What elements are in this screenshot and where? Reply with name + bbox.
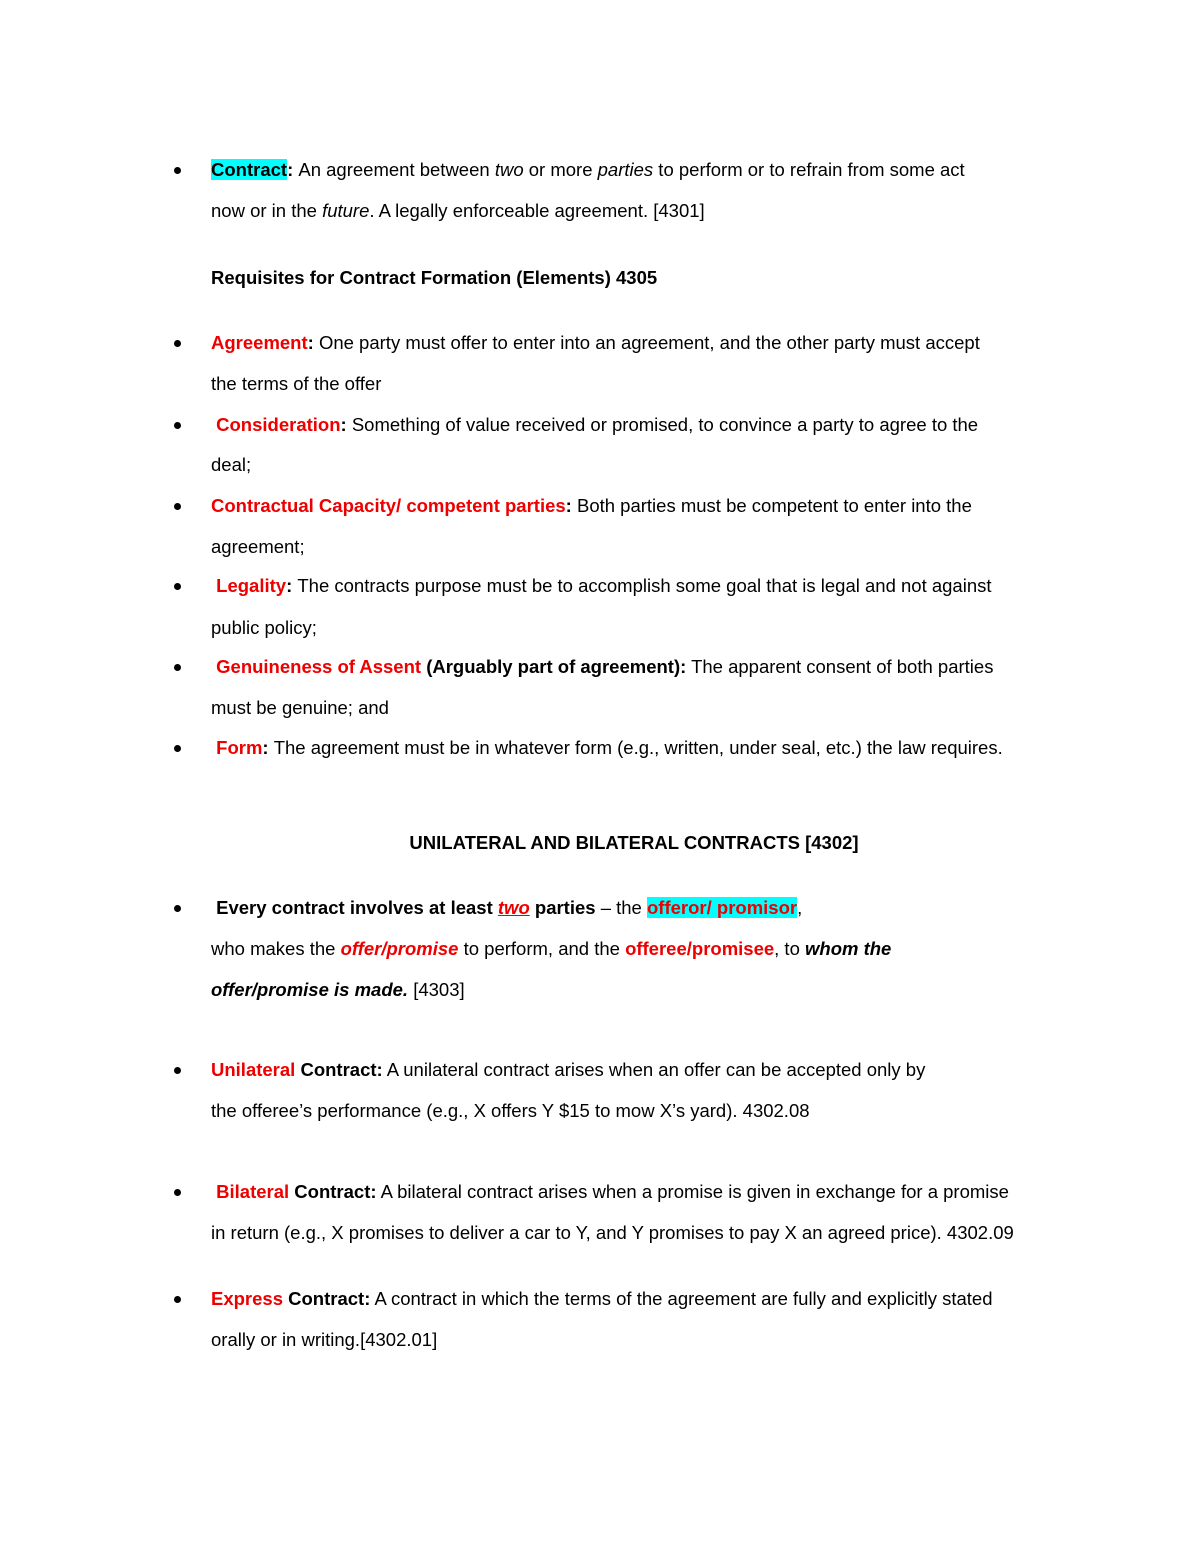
element-form: Form: The agreement must be in whatever form (e.g., written, under seal, etc.) the law requires. — [216, 737, 1003, 758]
element-legality: Legality: The contracts purpose must be to accomplish some goal that is legal and not against — [216, 575, 992, 596]
element-consideration: Consideration: Something of value received or promised, to convince a party to agree to the — [216, 414, 979, 435]
bullet-icon — [172, 898, 182, 908]
section-heading: UNILATERAL AND BILATERAL CONTRACTS [4302] — [409, 832, 859, 853]
parties-line-1: Every contract involves at least two parties – the offeror/ promisor, — [216, 897, 803, 918]
element-agreement-line-2: the terms of the offer — [211, 373, 382, 394]
element-capacity-line-2: agreement; — [211, 536, 305, 557]
bullet-icon — [172, 415, 182, 425]
element-capacity: Contractual Capacity/ competent parties: Both parties must be competent to enter into the — [211, 495, 972, 516]
bullet-icon — [172, 496, 182, 506]
parties-line-3: offer/promise is made. [4303] — [211, 979, 465, 1000]
bilateral-contract: Bilateral Contract: A bilateral contract arises when a promise is given in exchange for a promise — [216, 1181, 1009, 1202]
element-legality-line-2: public policy; — [211, 617, 317, 638]
element-assent-line-2: must be genuine; and — [211, 697, 389, 718]
bullet-icon — [172, 1182, 182, 1192]
bullet-icon — [172, 160, 182, 170]
express-contract-line-2: orally or in writing.[4302.01] — [211, 1329, 438, 1350]
element-consideration-line-2: deal; — [211, 454, 252, 475]
bullet-icon — [172, 1289, 182, 1299]
express-contract: Express Contract: A contract in which the terms of the agreement are fully and explicitly stated — [211, 1288, 993, 1309]
contract-definition-line-1: Contract: An agreement between two or more parties to perform or to refrain from some act — [211, 159, 965, 180]
bullet-icon — [172, 1060, 182, 1070]
parties-line-2: who makes the offer/promise to perform, and the offeree/promisee, to whom the — [211, 938, 892, 959]
bilateral-contract-line-2: in return (e.g., X promises to deliver a car to Y, and Y promises to pay X an agreed price). 4302.09 — [211, 1222, 1014, 1243]
contract-definition-line-2: now or in the future. A legally enforceable agreement. [4301] — [211, 200, 705, 221]
element-agreement: Agreement: One party must offer to enter into an agreement, and the other party must accept — [211, 332, 980, 353]
bullet-icon — [172, 657, 182, 667]
contract-term: Contract — [211, 159, 288, 180]
unilateral-contract: Unilateral Contract: A unilateral contract arises when an offer can be accepted only by — [211, 1059, 926, 1080]
bullet-icon — [172, 738, 182, 748]
bullet-icon — [172, 333, 182, 343]
unilateral-contract-line-2: the offeree’s performance (e.g., X offers Y $15 to mow X’s yard). 4302.08 — [211, 1100, 810, 1121]
element-assent: Genuineness of Assent (Arguably part of agreement): The apparent consent of both parties — [216, 656, 994, 677]
requisites-heading: Requisites for Contract Formation (Elements) 4305 — [211, 267, 658, 288]
bullet-icon — [172, 576, 182, 586]
